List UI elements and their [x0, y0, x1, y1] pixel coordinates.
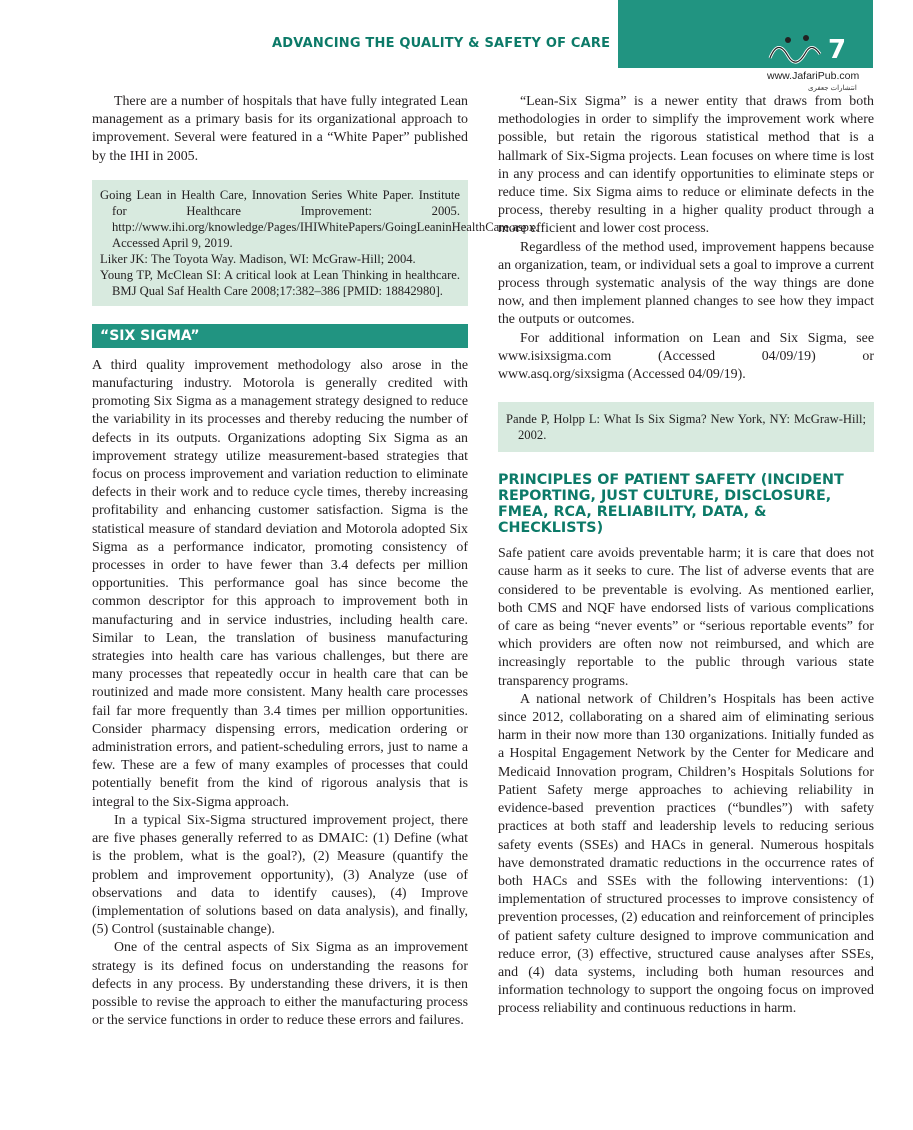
body-paragraph: Safe patient care avoids preventable harm; it is care that does not cause harm as it seeks to cure. The list of adverse events that are considered to be preventable is evolving. As mentioned earlier, both CMS and NQF have endorsed lists of various complications of care as being “never events” or “serious reportable events” for which providers are often now not reimbursed, and which are increasingly reportable to the public through various state transparency programs. [498, 546, 874, 689]
right-column [498, 93, 874, 1019]
reference-box [498, 402, 874, 452]
body-paragraph: A third quality improvement methodology also arose in the manufacturing industry. Motorola is generally credited with promoting Six Sigma as a management strategy designed to reduce the variability in its processes and thereby reducing the number of defects in its outputs. Organizations adopting Six Sigma as an improvement strategy utilize measurement-based strategies that focus on process improvement and variation reduction to eliminate defects in their work and to reduce cycle times, thereby increasing profitability and enhancing customer satisfaction. Sigma is the statistical measure of standard deviation and Motorola adopted Six Sigma as a performance indicator, promoting consistency of processes in order to have fewer than 3.4 defects per million opportunities. This performance goal has since become the common descriptor for this approach to improvement both in manufacturing and in service industries, including health care. Similar to Lean, the translation of business manufacturing strategies into health care has various challenges, but there are many processes that repeatedly occur in health care that can be routinized and made more consistent. Many health care processes fail far more frequently than 3.4 times per million opportunities. Consider pharmacy dispensing errors, medication ordering or administration errors, and patient-scheduling errors, just to name a few. These are a few of many examples of processes that could potentially benefit from the kind of rigorous analysis that is integral to the Six-Sigma approach. [92, 357, 468, 810]
body-paragraph: For additional information on Lean and Six Sigma, see www.isixsigma.com (Accessed 04/09/19) or www.asq.org/sixsigma (Accessed 04/09/19). [498, 330, 874, 383]
page-number: 7 [828, 35, 847, 65]
reference-item: Young TP, McClean SI: A critical look at Lean Thinking in healthcare. BMJ Qual Saf Health Care 2008;17:382–386 [PMID: 18842980]. [100, 267, 460, 298]
body-paragraph: A national network of Children’s Hospitals has been active since 2012, collaborating on a shared aim of eliminating serious harm in their now more than 130 organizations. Initially funded as a Hospital Engagement Network by the Center for Medicare and Medicaid Innovation program, Children’s Hospitals Solutions for Patient Safety merge approaches to achieving reliability in evidence-based prevention practices (“bundles”) with safety practices at both staff and leadership levels to reducing serious safety events (SSEs) and HACs in general. Numerous hospitals have demonstrated dramatic reductions in the occurrence rates of both HACs and SSEs with the following interventions: (1) implementation of structured processes to improve consistency of prevention processes, (2) education and reinforcement of principles of patient safety culture designed to improve communication and reduce error, (3) effective, structured cause analyses after SSEs, and (4) data systems, including both human resources and information technology to support the ongoing focus on improved process reliability and continuous reductions in harm. [498, 691, 874, 1017]
body-paragraph: “Lean-Six Sigma” is a newer entity that draws from both methodologies in order to simplify the improvement work where possible, but retain the rigorous statistical method that is a hallmark of Six-Sigma projects. Lean focuses on where time is lost in any process and can identify opportunities to eliminate steps or reduce time. Six Sigma aims to reduce or eliminate defects in the process, thereby resulting in a higher quality product through a more efficient and lower cost process. [498, 94, 874, 237]
reference-box [92, 180, 539, 306]
body-paragraph: One of the central aspects of Six Sigma as an improvement strategy is its defined focus on understanding the reasons for defects in any process. By understanding these drivers, it is then possible to revise the approach to either the manufacturing process or the service functions in order to reduce these errors and failures. [92, 940, 468, 1029]
intro-paragraph: There are a number of hospitals that have fully integrated Lean management as a primary basis for its organizational approach to improvement. Several were featured in a “White Paper” published by the IHI in 2005. [92, 94, 468, 164]
logo-mark-icon [762, 28, 874, 74]
logo-url: www.JafariPub.com [767, 70, 860, 82]
running-head: ADVANCING THE QUALITY & SAFETY OF CARE [272, 36, 611, 51]
body-paragraph: Regardless of the method used, improvement happens because an organization, team, or individual sets a goal to improve a current process through systematic analysis of the way things are done now, and then implement planned changes to see how they impact the outputs or outcomes. [498, 239, 874, 328]
section-heading-patient-safety: PRINCIPLES OF PATIENT SAFETY (INCIDENT REPORTING, JUST CULTURE, DISCLOSURE, FMEA, RCA, RELIABILITY, DATA, & CHECKLISTS) [498, 472, 844, 537]
reference-item: Going Lean in Health Care, Innovation Series White Paper. Institute for Healthcare Improvement: 2005. http://www.ihi.org/knowledge/Pages/IHIWhitePapers/GoingLeaninHealthCare.aspx. Accessed April 9, 2019. [100, 187, 539, 250]
logo-subtitle: انتشارات جعفری [808, 85, 857, 92]
section-heading-six-sigma: “SIX SIGMA” [92, 324, 468, 348]
reference-item: Liker JK: The Toyota Way. Madison, WI: McGraw-Hill; 2004. [100, 251, 416, 266]
body-paragraph: In a typical Six-Sigma structured improvement project, there are five phases generally referred to as DMAIC: (1) Define (what is the problem, what is the goal?), (2) Measure (quantify the problem and improvement opportunity), (3) Analyze (use of observations and data to identify causes), (4) Improve (implementation of solutions based on data analysis), and finally, (5) Control (sustainable change). [92, 812, 468, 938]
left-column [92, 93, 539, 1030]
reference-item: Pande P, Holpp L: What Is Six Sigma? New York, NY: McGraw-Hill; 2002. [506, 412, 866, 443]
